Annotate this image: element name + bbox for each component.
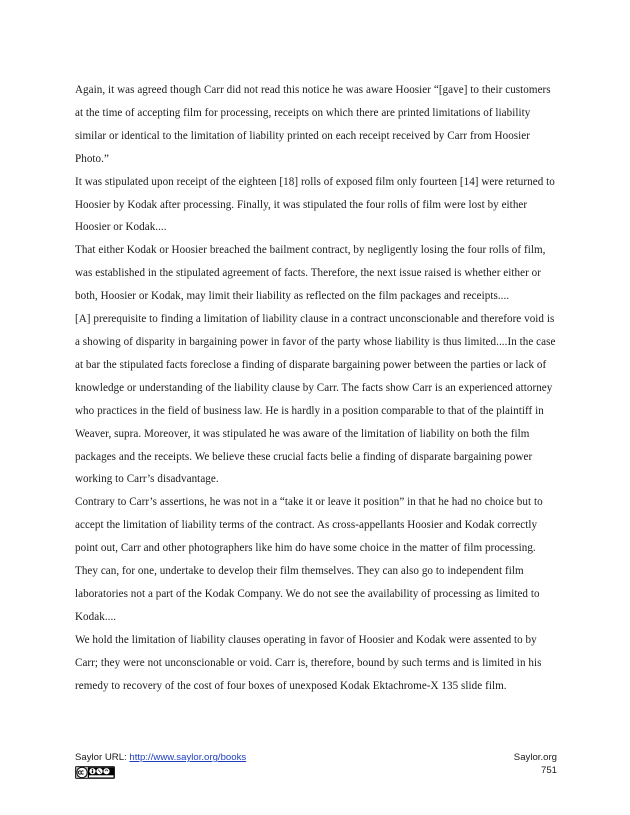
paragraph-1: Again, it was agreed though Carr did not read this notice he was aware Hoosier “[gave] to their customers at the time of accepting film for processing, receipts on which there are printed limitations of liability similar or identical to the limitation of liability printed on each receipt received by Carr from Hoosier Photo.” bbox=[75, 84, 551, 165]
paragraph-6: We hold the limitation of liability clauses operating in favor of Hoosier and Kodak were assented to by Carr; they were not unconscionable or void. Carr is, therefore, bound by such terms and is limited in his remedy to recovery of the cost of four boxes of unexposed Kodak Ektachrome-X 135 slide film. bbox=[75, 633, 542, 692]
creative-commons-by-nc-sa-icon bbox=[75, 766, 115, 779]
paragraph-3: That either Kodak or Hoosier breached the bailment contract, by negligently losing the four rolls of film, was established in the stipulated agreement of facts. Therefore, the next issue raised is whether either or both, Hoosier or Kodak, may limit their liability as reflected on the film packages and receipts.... bbox=[75, 244, 546, 303]
footer-source-prefix: Saylor URL: bbox=[75, 752, 130, 763]
page-number: 751 bbox=[540, 764, 557, 776]
footer-page-info bbox=[514, 752, 557, 777]
paragraph-5: Contrary to Carr’s assertions, he was not in a “take it or leave it position” in that he had no choice but to accept the limitation of liability terms of the contract. As cross-appellants Hoosier and Kodak correctly point out, Carr and other photographers like him do have some choice in the matter of film processing. They can, for one, undertake to develop their film themselves. They can also go to independent film laboratories not a part of the Kodak Company. We do not see the availability of processing as limited to Kodak.... bbox=[75, 496, 543, 623]
paragraph-4: [A] prerequisite to finding a limitation of liability clause in a contract unconscionable and therefore void is a showing of disparity in bargaining power in favor of the party whose liability is thus limited....In the case at bar the stipulated facts foreclose a finding of disparate bargaining power between the parties or lack of knowledge or understanding of the liability clause by Carr. The facts show Carr is an experienced attorney who practices in the field of business law. He is hardly in a position comparable to that of the plaintiff in Weaver, supra. Moreover, it was stipulated he was aware of the limitation of liability on both the film packages and the receipts. We believe these crucial facts belie a finding of disparate bargaining power working to Carr’s disadvantage. bbox=[75, 313, 556, 486]
paragraph-2: It was stipulated upon receipt of the eighteen [18] rolls of exposed film only fourteen [14] were returned to Hoosier by Kodak after processing. Finally, it was stipulated the four rolls of film were lost by either Hoosier or Kodak.... bbox=[75, 175, 555, 234]
document-body bbox=[75, 79, 557, 697]
footer-site: Saylor.org bbox=[513, 752, 557, 763]
footer-source bbox=[75, 752, 246, 763]
footer-source-link[interactable]: http://www.saylor.org/books bbox=[129, 752, 247, 763]
